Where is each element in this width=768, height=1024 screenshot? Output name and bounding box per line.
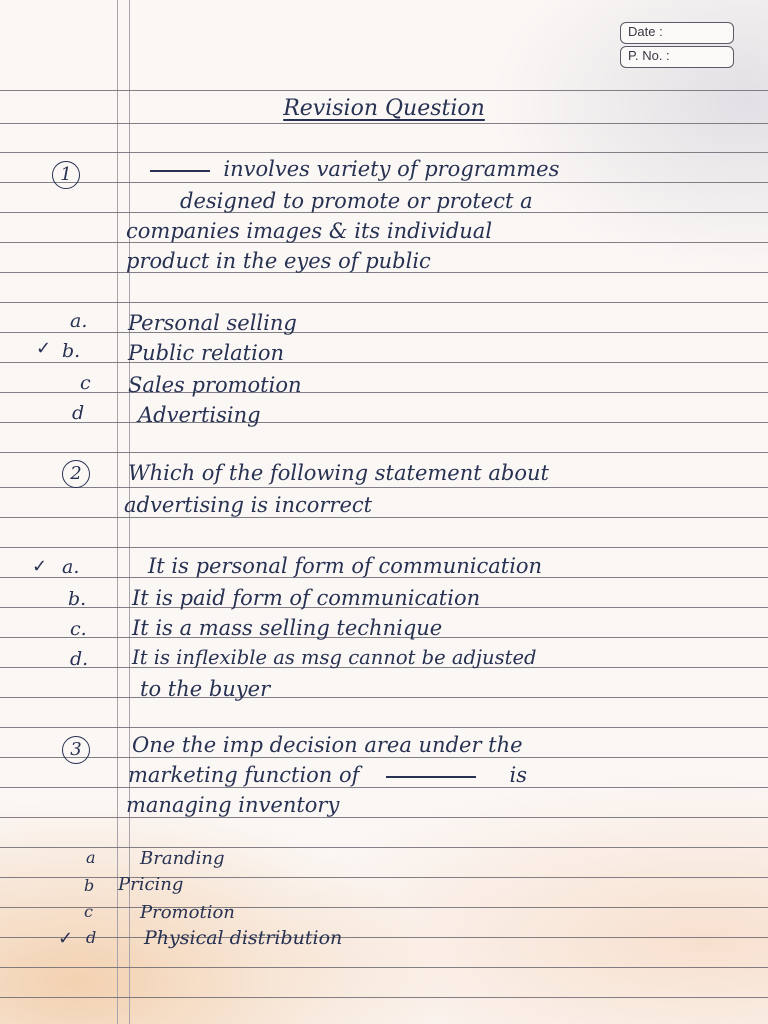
option-letter: c — [80, 372, 91, 394]
ruled-line — [0, 152, 768, 153]
ruled-line — [0, 392, 768, 393]
option-text: Advertising — [138, 403, 261, 427]
option-letter: d. — [70, 648, 89, 670]
question-text-line: marketing function of is — [128, 763, 528, 787]
option-text: Sales promotion — [128, 373, 302, 397]
tick-icon: ✓ — [32, 556, 48, 577]
ruled-line — [0, 877, 768, 878]
margin-line — [117, 0, 118, 1024]
question-text-line: Which of the following statement about — [128, 461, 549, 485]
ruled-line — [0, 727, 768, 728]
question-number: 1 — [52, 161, 80, 189]
question-text-line: companies images & its individual — [126, 219, 493, 243]
option-letter: a. — [62, 556, 80, 578]
tick-icon: ✓ — [58, 928, 74, 949]
answer-blank — [150, 170, 210, 172]
ruled-line — [0, 817, 768, 818]
question-number: 3 — [62, 736, 90, 764]
ruled-line — [0, 907, 768, 908]
option-text: Public relation — [128, 341, 284, 365]
option-letter: d — [72, 402, 85, 424]
ruled-line — [0, 487, 768, 488]
ruled-line — [0, 517, 768, 518]
question-text-line: designed to promote or protect a — [180, 189, 533, 213]
option-text: Personal selling — [128, 311, 297, 335]
date-label: Date : — [628, 24, 663, 39]
question-text-line: One the imp decision area under the — [132, 733, 523, 757]
ruled-line — [0, 362, 768, 363]
option-text: Physical distribution — [144, 927, 343, 949]
option-letter: b. — [62, 340, 81, 362]
ruled-line — [0, 697, 768, 698]
page-title: Revision Question — [283, 96, 485, 121]
ruled-line — [0, 422, 768, 423]
question-text-line: involves variety of programmes — [150, 156, 559, 182]
ruled-line — [0, 332, 768, 333]
option-letter: c. — [70, 618, 87, 640]
option-text: It is paid form of communication — [132, 586, 481, 610]
tick-icon: ✓ — [36, 338, 52, 359]
option-text: It is inflexible as msg cannot be adjusted — [132, 646, 537, 669]
option-letter: a. — [70, 310, 88, 332]
option-text: Pricing — [118, 874, 184, 895]
ruled-line — [0, 123, 768, 124]
option-text: Promotion — [140, 902, 235, 923]
ruled-line — [0, 967, 768, 968]
option-letter: a — [86, 848, 96, 867]
ruled-line — [0, 847, 768, 848]
option-letter: b. — [68, 588, 87, 610]
ruled-line — [0, 997, 768, 998]
option-text: It is a mass selling technique — [132, 616, 443, 640]
page-number-field — [620, 46, 734, 68]
question-text-line: advertising is incorrect — [124, 493, 373, 517]
option-letter: b — [84, 876, 95, 895]
ruled-line — [0, 547, 768, 548]
question-text-line: product in the eyes of public — [126, 249, 431, 273]
ruled-line — [0, 90, 768, 91]
option-text: Branding — [140, 848, 225, 869]
ruled-line — [0, 452, 768, 453]
date-field — [620, 22, 734, 44]
option-letter: c — [84, 902, 93, 921]
ruled-line — [0, 302, 768, 303]
option-letter: d — [86, 928, 97, 947]
question-text-line: managing inventory — [126, 793, 340, 817]
page-number-label: P. No. : — [628, 48, 670, 63]
answer-blank — [386, 776, 476, 778]
ruled-line — [0, 937, 768, 938]
question-number: 2 — [62, 460, 90, 488]
option-text-continuation: to the buyer — [140, 677, 271, 701]
ruled-line — [0, 182, 768, 183]
option-text: It is personal form of communication — [148, 554, 543, 578]
